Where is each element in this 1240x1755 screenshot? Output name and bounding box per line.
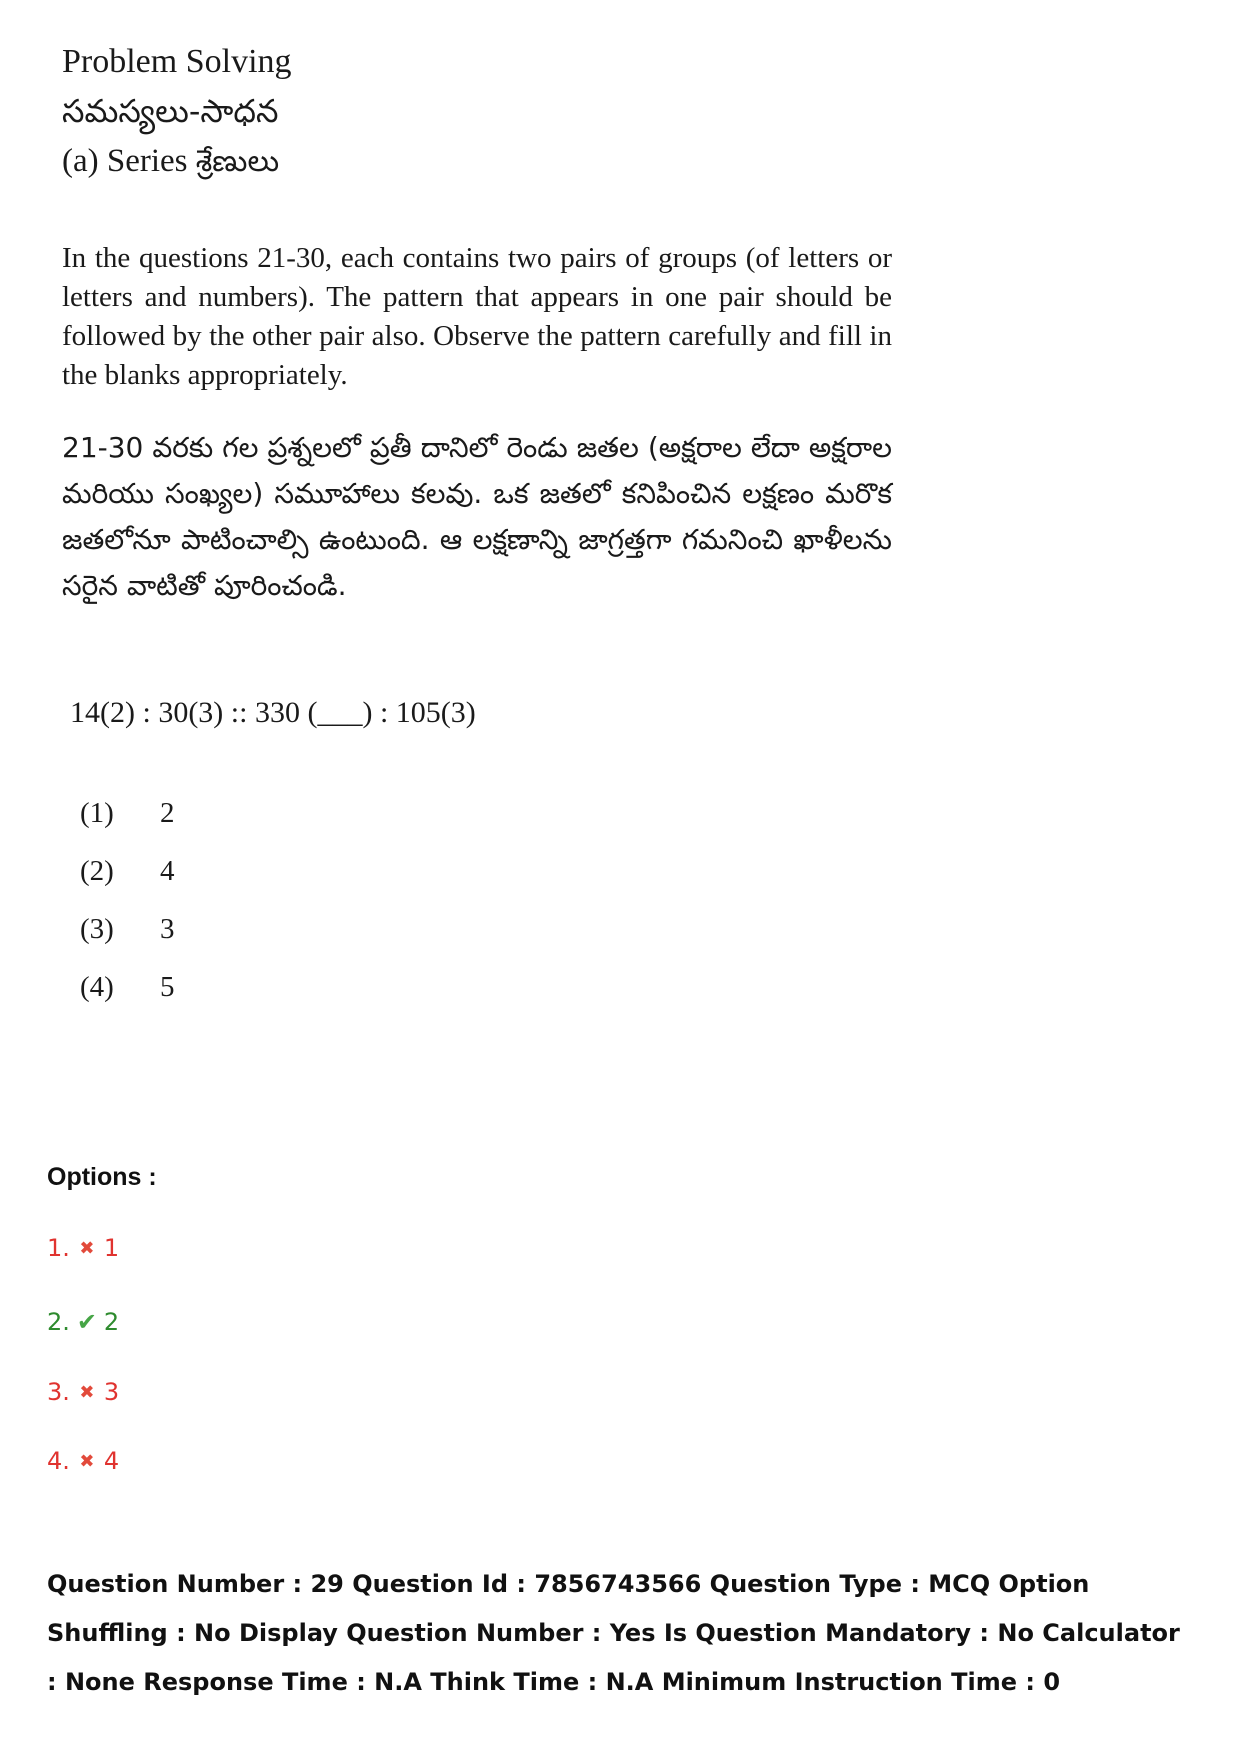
options-heading: Options : xyxy=(47,1163,157,1191)
option-value: 4 xyxy=(103,1447,120,1475)
option-value: 3 xyxy=(103,1378,120,1406)
choice-value: 5 xyxy=(160,971,175,1003)
question-text: 14(2) : 30(3) :: 330 (___) : 105(3) xyxy=(70,696,476,729)
check-icon: ✔ xyxy=(76,1308,97,1336)
section-heading xyxy=(62,136,902,187)
option-number: 2. xyxy=(47,1308,70,1336)
cross-icon: ✖ xyxy=(79,1450,95,1472)
option-number: 3. xyxy=(47,1378,70,1406)
option-value: 2 xyxy=(103,1308,120,1336)
question-choices xyxy=(80,797,902,1029)
option-number: 4. xyxy=(47,1447,70,1475)
choice-value: 4 xyxy=(160,855,175,887)
choice-number: (1) xyxy=(80,797,114,829)
choice-item xyxy=(80,913,902,971)
choice-value: 3 xyxy=(160,913,175,945)
section-heading-telugu: శ్రేణులు xyxy=(195,144,280,179)
question-metadata: Question Number : 29 Question Id : 7856743566 Question Type : MCQ Option Shuffling : No Display Question Number : Yes Is Question Mandatory : No Calculator : None Response Time : N.A Think Time : N.A Minimum Instruction Time : 0 xyxy=(47,1570,1180,1696)
choice-item xyxy=(80,855,902,913)
option-item-1 xyxy=(47,1234,119,1262)
choice-value: 2 xyxy=(160,797,175,829)
option-number: 1. xyxy=(47,1234,70,1262)
choice-item xyxy=(80,971,902,1029)
cross-icon: ✖ xyxy=(79,1381,95,1403)
cross-icon: ✖ xyxy=(79,1237,95,1259)
page-title-telugu: సమస్యలు-సాధన xyxy=(62,92,279,130)
instructions-telugu: 21-30 వరకు గల ప్రశ్నలలో ప్రతీ దానిలో రెండు జతల (అక్షరాల లేదా అక్షరాల మరియు సంఖ్యల) సమూహాలు కలవు. ఒక జతలో కనిపించిన లక్షణం మరొక జతలోనూ పాటించాల్సి ఉంటుంది. ఆ లక్షణాన్ని జాగ్రత్తగా గమనించి ఖాళీలను సరైన వాటితో పూరించండి. xyxy=(62,431,892,602)
choice-number: (4) xyxy=(80,971,114,1003)
choice-item xyxy=(80,797,902,855)
option-item-3 xyxy=(47,1378,119,1406)
section-heading-english: (a) Series xyxy=(62,143,188,179)
option-item-2 xyxy=(47,1308,119,1336)
instructions-english: In the questions 21-30, each contains two pairs of groups (of letters or letters and numbers). The pattern that appears in one pair should be followed by the other pair also. Observe the pattern carefully and fill in the blanks appropriately. xyxy=(62,242,892,391)
option-value: 1 xyxy=(103,1234,120,1262)
question-image xyxy=(62,38,902,1029)
option-item-4 xyxy=(47,1447,119,1475)
choice-number: (2) xyxy=(80,855,114,887)
page-title-english: Problem Solving xyxy=(62,43,292,80)
choice-number: (3) xyxy=(80,913,114,945)
